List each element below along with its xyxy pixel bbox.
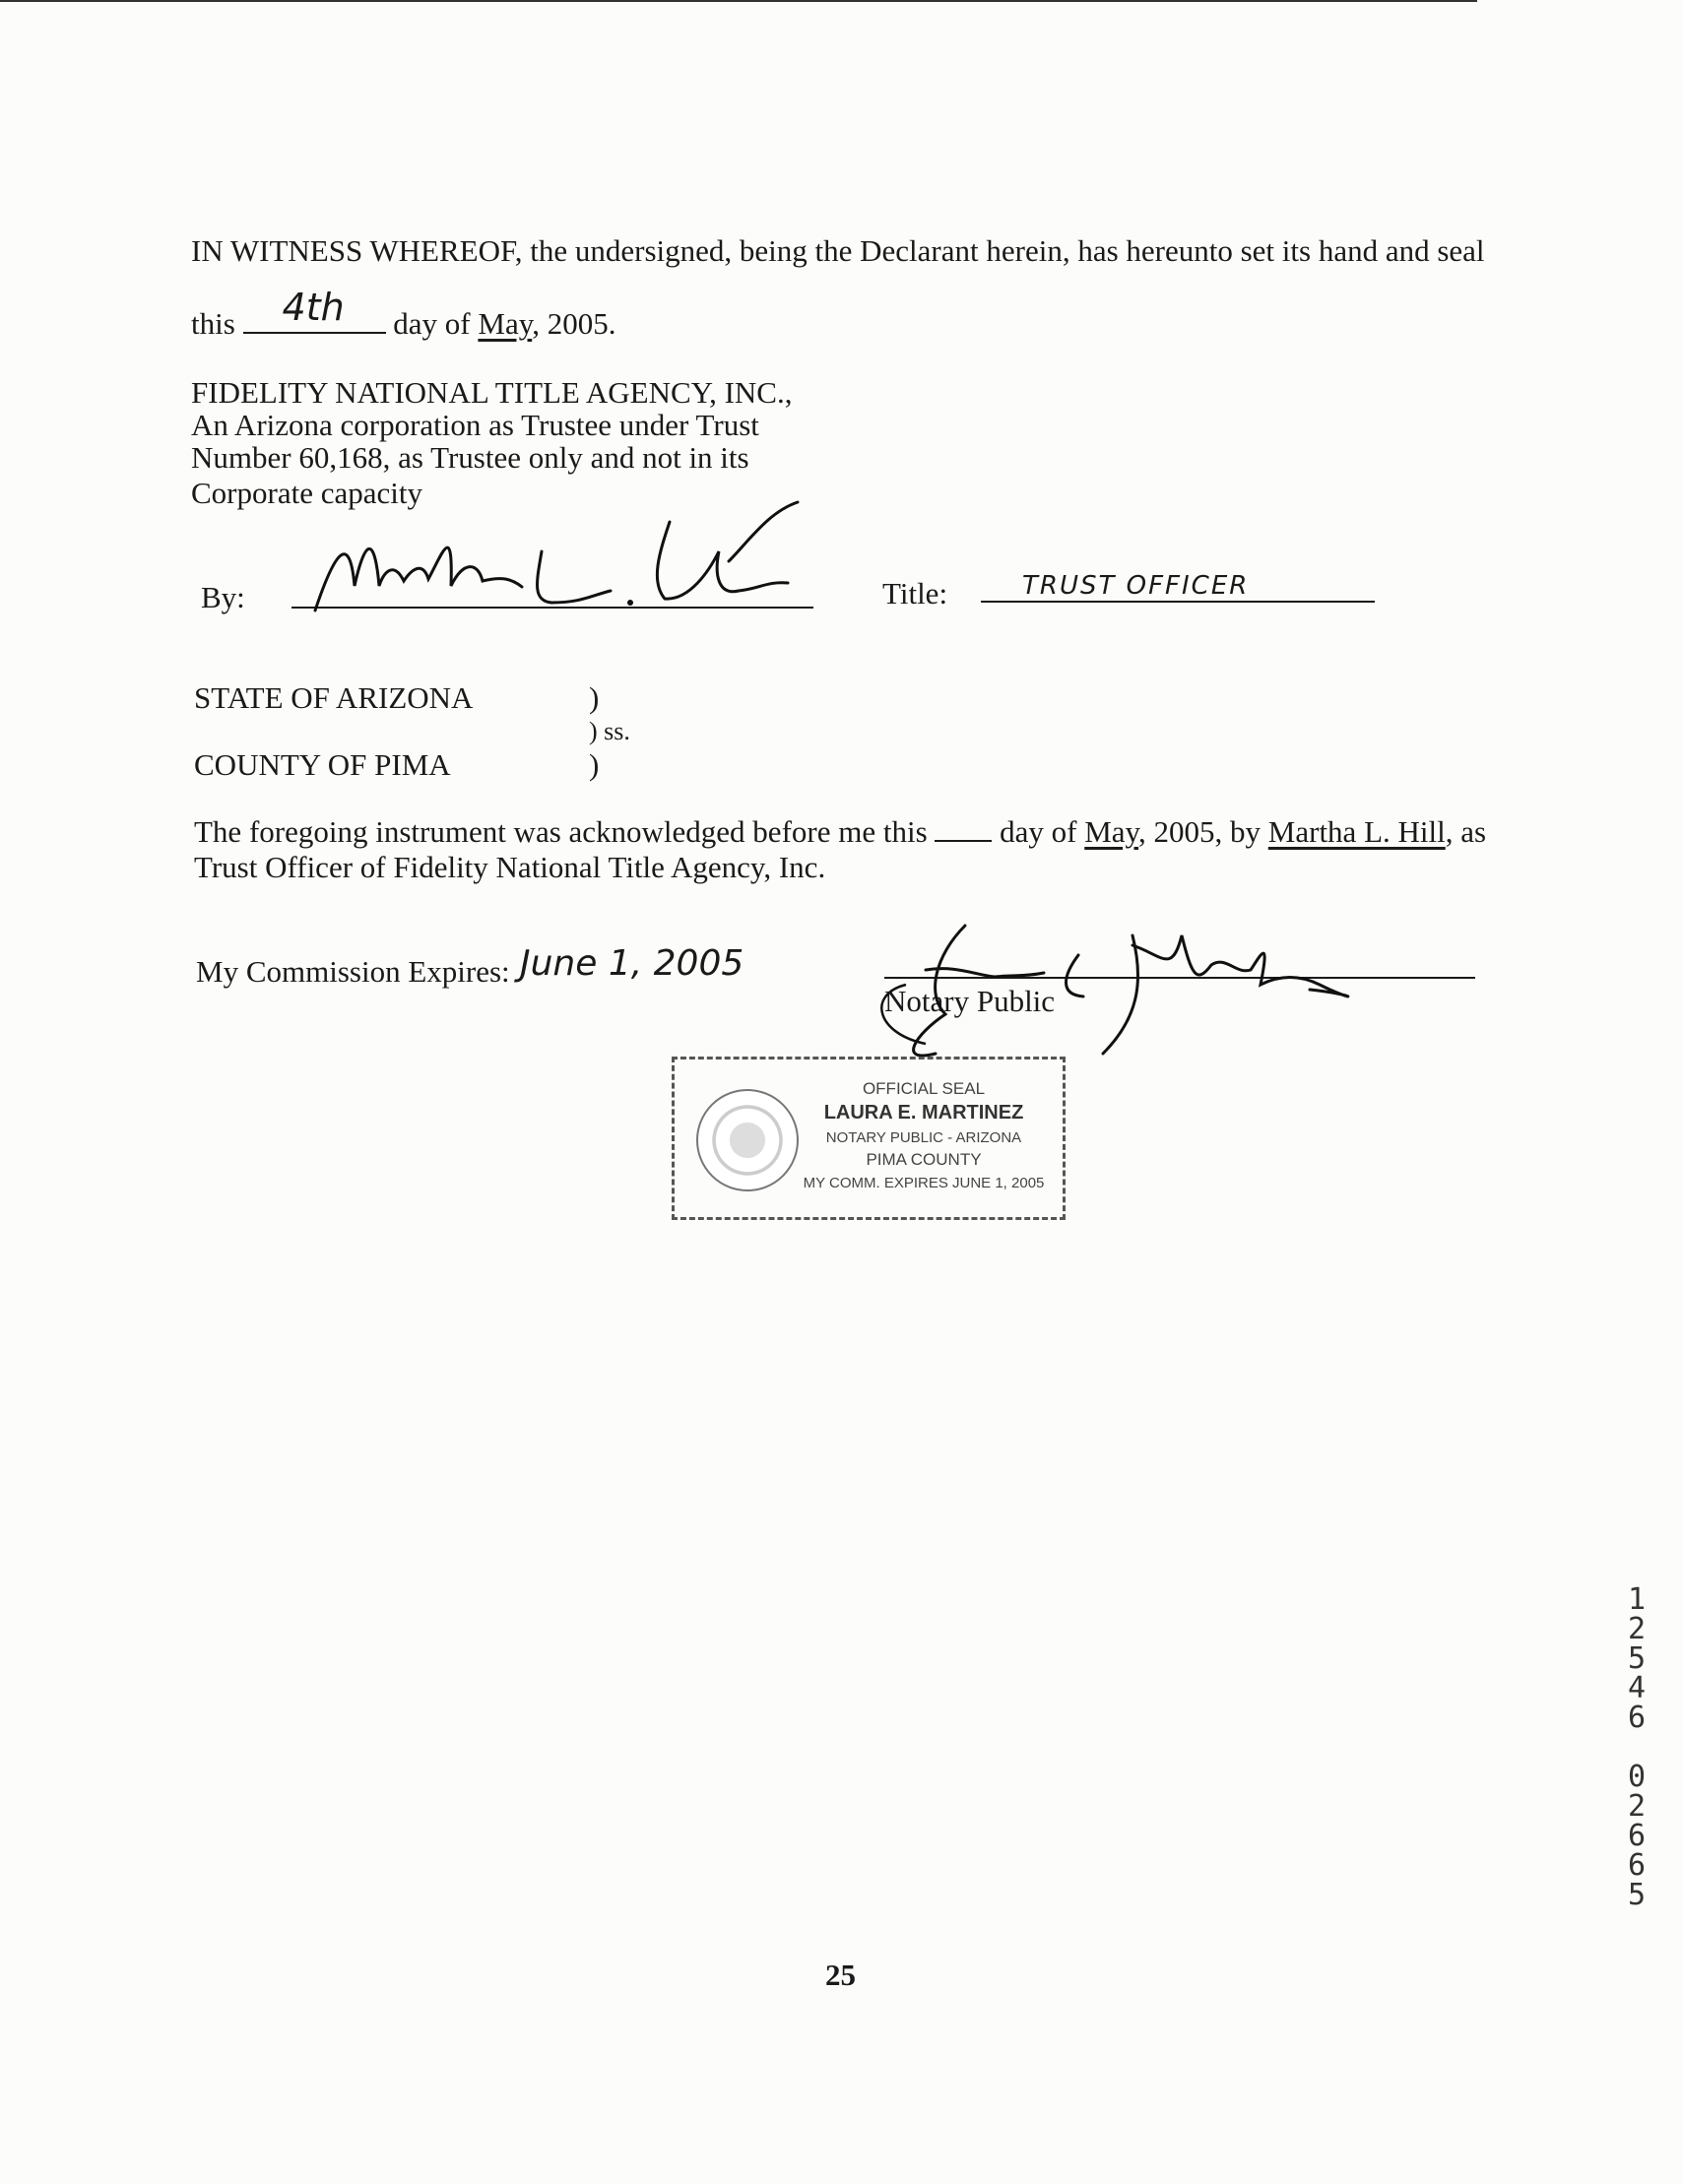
ack-part-3: , 2005, by <box>1138 814 1262 849</box>
witness-year: , 2005. <box>532 306 616 341</box>
county-label: COUNTY OF PIMA <box>194 747 451 782</box>
commission-handwritten: June 1, 2005 <box>520 943 744 984</box>
martha-hill-signature <box>295 492 827 630</box>
day-blank <box>243 286 386 334</box>
venue-ss: ) ss. <box>589 717 630 745</box>
witness-date-line <box>191 286 616 343</box>
bates-digit: 4 <box>1627 1671 1647 1705</box>
bates-digit: 1 <box>1627 1582 1647 1617</box>
seal-line-5: MY COMM. EXPIRES JUNE 1, 2005 <box>803 1175 1045 1191</box>
bates-digit: 6 <box>1627 1819 1647 1853</box>
bates-digit: 6 <box>1627 1701 1647 1735</box>
witness-month: May <box>478 306 533 341</box>
state-seal-emblem <box>696 1089 799 1191</box>
ack-part-4: , as <box>1445 814 1487 849</box>
seal-line-3: NOTARY PUBLIC - ARIZONA <box>825 1129 1022 1146</box>
by-label: By: <box>201 580 245 614</box>
ack-name: Martha L. Hill <box>1267 814 1446 849</box>
ack-month: May <box>1084 814 1139 849</box>
bates-digit: 5 <box>1627 1641 1647 1676</box>
bates-digit: 5 <box>1627 1878 1647 1912</box>
ack-part-1: The foregoing instrument was acknowledged before me this <box>194 814 928 849</box>
venue-paren-3: ) <box>589 747 600 782</box>
bates-number <box>1623 1582 1650 1912</box>
this-label: this <box>191 306 235 341</box>
venue-paren-1: ) <box>589 680 600 715</box>
scan-top-edge <box>0 0 1477 2</box>
commission-label: My Commission Expires: <box>196 954 510 989</box>
day-of-label: day of <box>393 306 471 341</box>
bates-digit: 2 <box>1627 1612 1647 1646</box>
declarant-line-4: Corporate capacity <box>191 476 422 510</box>
declarant-line-3: Number 60,168, as Trustee only and not in its <box>191 440 749 475</box>
acknowledgment-line-1 <box>194 813 1486 851</box>
ack-day-blank <box>935 818 992 842</box>
witness-line-1: IN WITNESS WHEREOF, the undersigned, being the Declarant herein, has hereunto set its hand and seal <box>191 233 1485 268</box>
title-line <box>981 601 1375 603</box>
notary-signature <box>847 916 1477 1063</box>
seal-line-1: OFFICIAL SEAL <box>862 1079 986 1098</box>
day-handwritten: 4th <box>282 286 345 329</box>
declarant-line-1: FIDELITY NATIONAL TITLE AGENCY, INC., <box>191 375 793 410</box>
bates-digit: 6 <box>1627 1848 1647 1883</box>
notary-official-seal <box>672 1057 1066 1220</box>
acknowledgment-line-2: Trust Officer of Fidelity National Title Agency, Inc. <box>194 850 826 884</box>
page-number: 25 <box>825 1958 856 1992</box>
seal-line-2: LAURA E. MARTINEZ <box>823 1102 1024 1124</box>
declarant-line-2: An Arizona corporation as Trustee under Trust <box>191 408 759 442</box>
bates-digit: 0 <box>1627 1760 1647 1794</box>
bates-gap <box>1623 1733 1650 1763</box>
title-label: Title: <box>882 576 948 610</box>
ack-part-2: day of <box>1000 814 1077 849</box>
bates-digit: 2 <box>1627 1789 1647 1824</box>
title-handwritten: TRUST OFFICER <box>1022 571 1250 601</box>
notary-public-label: Notary Public <box>884 984 1056 1018</box>
state-label: STATE OF ARIZONA <box>194 680 474 715</box>
seal-line-4: PIMA COUNTY <box>866 1150 982 1169</box>
